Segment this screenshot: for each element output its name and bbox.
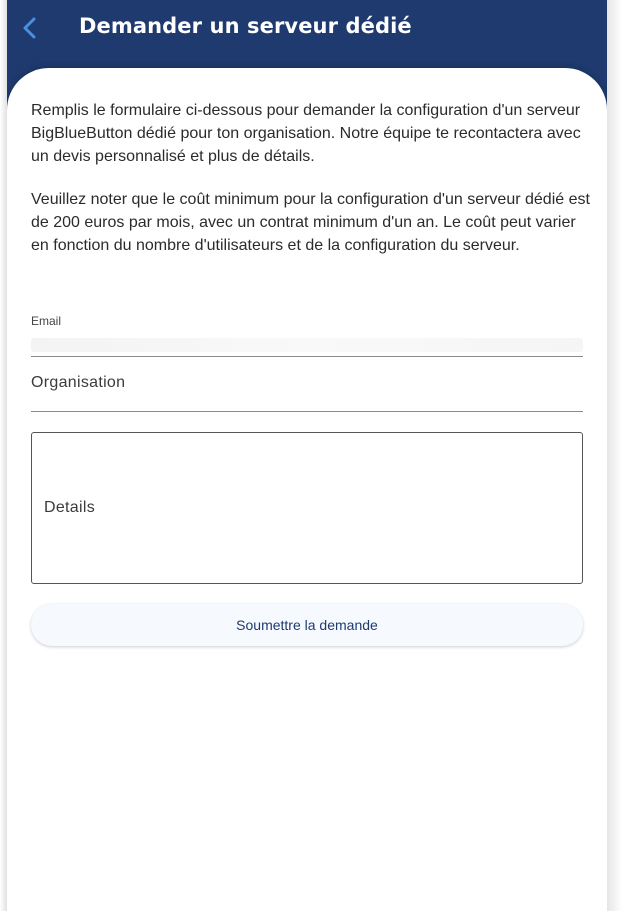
email-value-redacted xyxy=(31,338,583,352)
chevron-left-icon xyxy=(21,16,39,40)
submit-request-button[interactable]: Soumettre la demande xyxy=(31,604,583,646)
organisation-field[interactable] xyxy=(31,364,583,412)
details-label: Details xyxy=(44,499,96,516)
app-window xyxy=(7,0,607,911)
left-edge-shade xyxy=(0,0,7,911)
right-edge-shade xyxy=(607,0,622,911)
organisation-label: Organisation xyxy=(31,374,126,391)
intro-paragraph-2: Veuillez noter que le coût minimum pour la configuration d'un serveur dédié est de 200 euros par mois, avec un contrat minimum d'un an. Le coût peut varier en fonction du nombre d'utilisateurs et de la configuration du serveur. xyxy=(31,191,590,254)
form-sheet xyxy=(7,68,607,911)
email-field[interactable] xyxy=(31,312,583,357)
page-title: Demander un serveur dédié xyxy=(79,14,412,38)
back-button[interactable] xyxy=(15,12,45,44)
details-textarea[interactable] xyxy=(31,432,583,584)
email-label: Email xyxy=(31,314,62,328)
app-header xyxy=(7,0,607,60)
intro-paragraph-1: Remplis le formulaire ci-dessous pour demander la configuration d'un serveur BigBlueButton dédié pour ton organisation. Notre équipe te recontactera avec un devis personnalisé et plus de détails. xyxy=(31,102,581,165)
